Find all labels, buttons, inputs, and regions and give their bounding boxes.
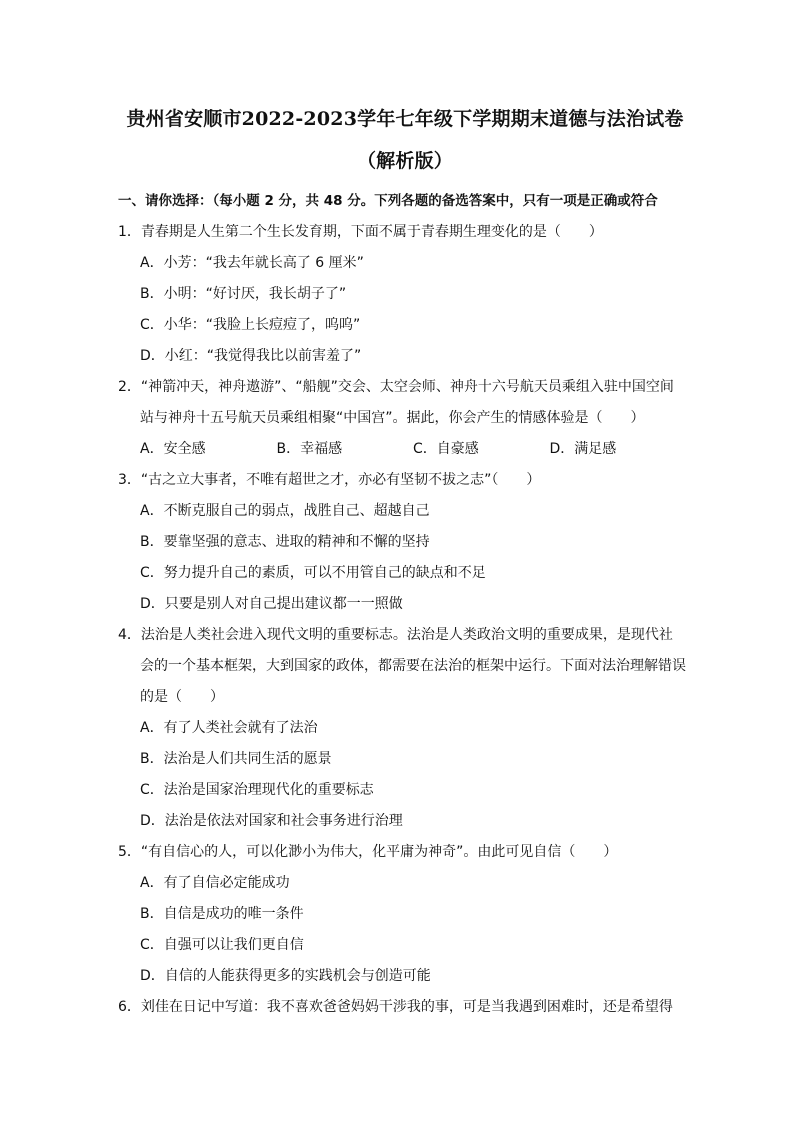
option-b: B．幸福感 — [276, 441, 343, 457]
option-b: B．自信是成功的唯一条件 — [140, 906, 304, 922]
option-c: C．自豪感 — [413, 441, 479, 457]
section-heading: 一、请你选择：（每小题 2 分，共 48 分。下列各题的备选答案中，只有一项是正确或符合 — [118, 193, 658, 209]
option-b: B．法治是人们共同生活的愿景 — [140, 751, 332, 767]
option-c: C．法治是国家治理现代化的重要标志 — [140, 782, 374, 798]
question-4 — [118, 620, 686, 837]
question-stem: 6．刘佳在日记中写道：我不喜欢爸爸妈妈干涉我的事，可是当我遇到困难时，还是希望得 — [118, 999, 673, 1015]
question-5 — [118, 837, 686, 992]
question-stem: 2．“神箭冲天，神舟遨游”、“船舰”交会、太空会师、神舟十六号航天员乘组入驻中国空间站与神舟十五号航天员乘组相聚“中国宫”。据此，你会产生的情感体验是（ ） — [118, 379, 674, 426]
option-d: D．只要是别人对自己提出建议都一一照做 — [140, 596, 403, 612]
document-title: 贵州省安顺市2022-2023学年七年级下学期期末道德与法治试卷 — [126, 108, 684, 130]
option-c: C．小华：“我脸上长痘痘了，呜呜” — [140, 317, 361, 333]
question-6 — [118, 992, 686, 1023]
question-stem: 1．青春期是人生第二个生长发育期，下面不属于青春期生理变化的是（ ） — [118, 224, 603, 240]
option-d: D．法治是依法对国家和社会事务进行治理 — [140, 813, 403, 829]
option-d: D．自信的人能获得更多的实践机会与创造可能 — [140, 968, 431, 984]
option-a: A．有了人类社会就有了法治 — [140, 720, 318, 736]
option-b: B．要靠坚强的意志、进取的精神和不懈的坚持 — [140, 534, 430, 550]
option-c: C．努力提升自己的素质，可以不用管自己的缺点和不足 — [140, 565, 486, 581]
option-d: D．小红：“我觉得我比以前害羞了” — [140, 348, 362, 364]
option-a: A．有了自信必定能成功 — [140, 875, 290, 891]
option-a: A．安全感 — [140, 441, 206, 457]
options-row — [118, 434, 686, 465]
question-stem: 4．法治是人类社会进入现代文明的重要标志。法治是人类政治文明的重要成果，是现代社会的一个基本框架，大到国家的政体，都需要在法治的框架中运行。下面对法治理解错误的是（ ） — [118, 627, 686, 705]
option-d: D．满足感 — [549, 441, 617, 457]
option-c: C．自强可以让我们更自信 — [140, 937, 304, 953]
question-1 — [118, 217, 686, 372]
question-2 — [118, 372, 686, 465]
option-b: B．小明：“好讨厌，我长胡子了” — [140, 286, 347, 302]
option-a: A．小芳：“我去年就长高了 6 厘米” — [140, 255, 364, 271]
document-subtitle: （解析版） — [356, 150, 453, 172]
question-stem: 5．“有自信心的人，可以化渺小为伟大，化平庸为神奇”。由此可见自信（ ） — [118, 844, 618, 860]
option-a: A．不断克服自己的弱点，战胜自己、超越自己 — [140, 503, 430, 519]
question-3 — [118, 465, 686, 620]
question-stem: 3．“古之立大事者，不唯有超世之才，亦必有坚韧不拔之志”（ ） — [118, 472, 541, 488]
